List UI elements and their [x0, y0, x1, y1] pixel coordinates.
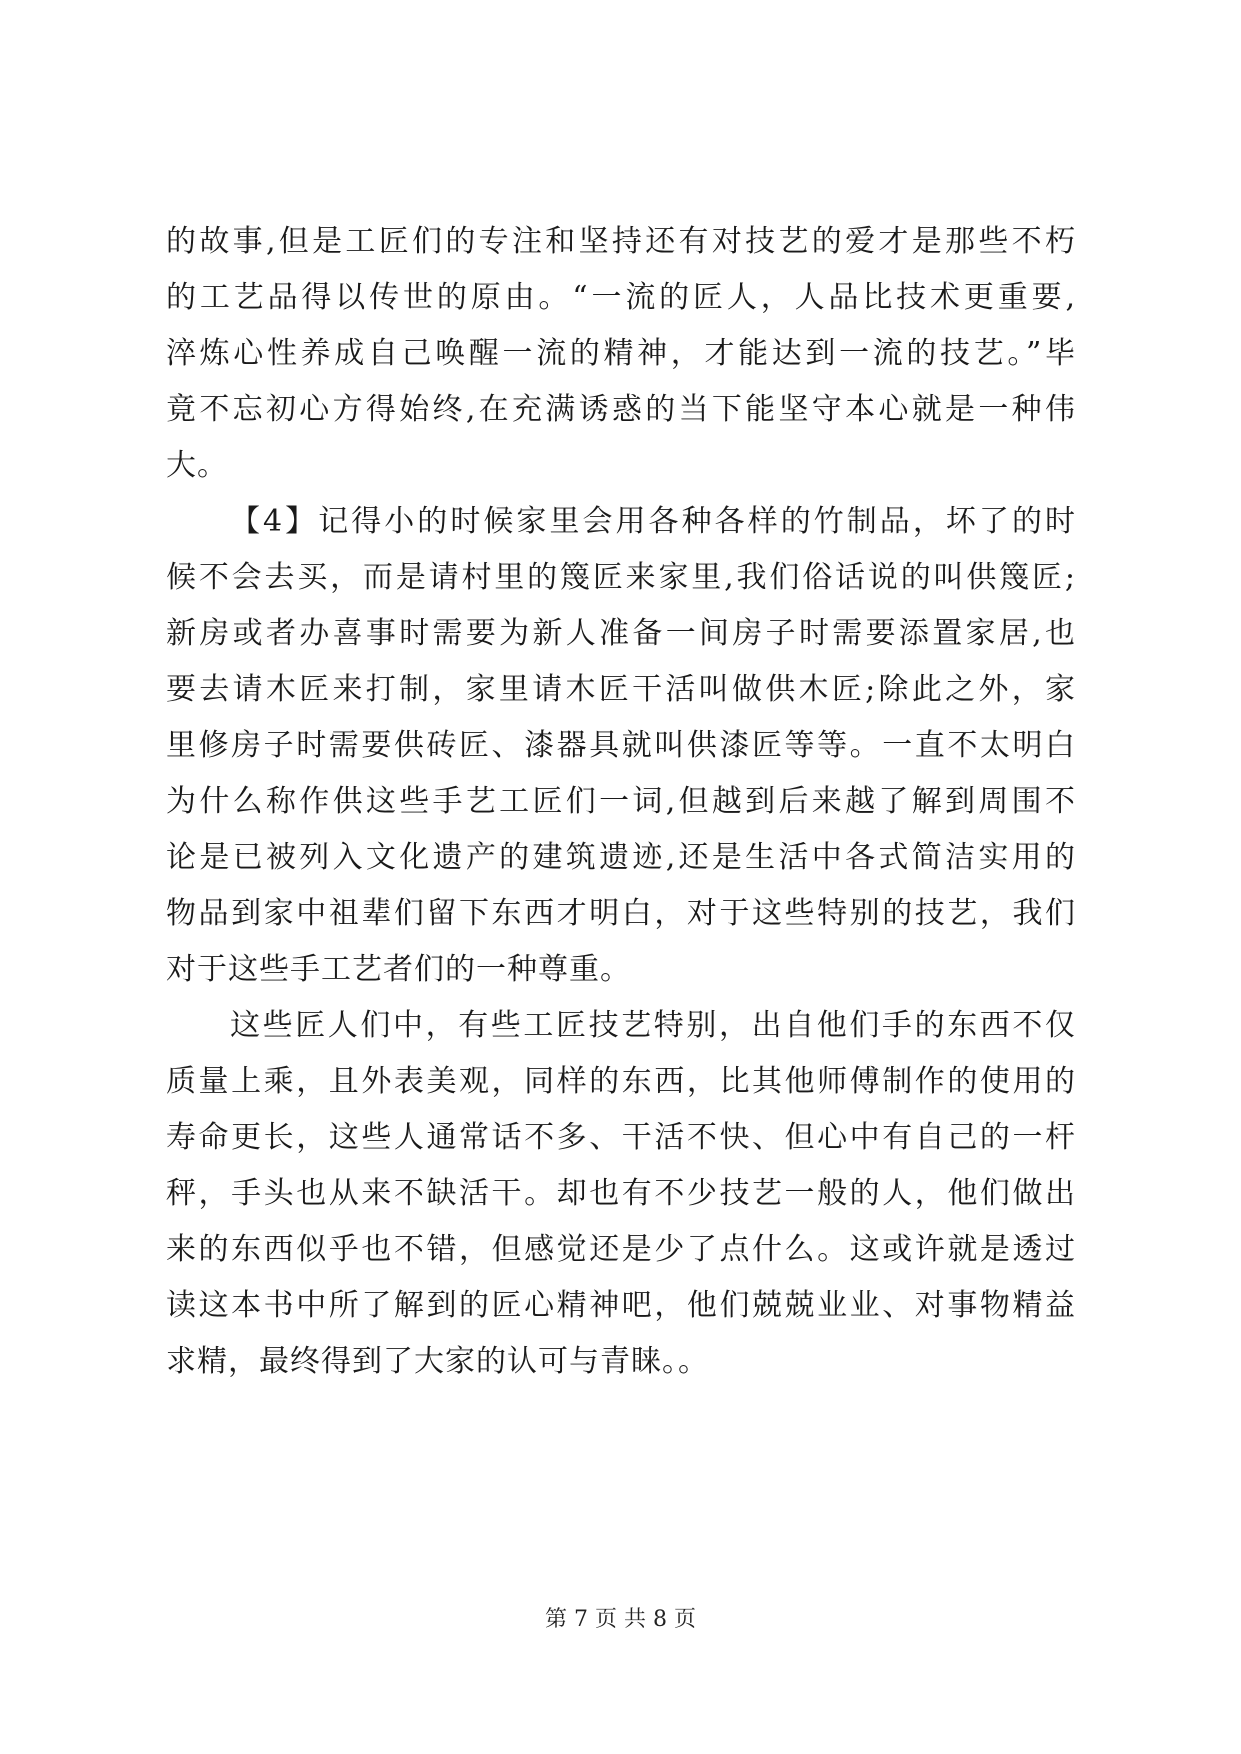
- text-line: 淬炼心性养成自己唤醒一流的精神，才能达到一流的技艺。”毕: [166, 336, 1076, 371]
- text-line: 的工艺品得以传世的原由。“一流的匠人，人品比技术更重要,: [166, 280, 1076, 315]
- text-line: 要去请木匠来打制，家里请木匠干活叫做供木匠;除此之外，家: [166, 672, 1076, 707]
- text-line: 这些匠人们中，有些工匠技艺特别，出自他们手的东西不仅: [230, 1008, 1076, 1043]
- text-line: 【4】记得小的时候家里会用各种各样的竹制品，坏了的时: [230, 504, 1076, 539]
- text-line: 里修房子时需要供砖匠、漆器具就叫供漆匠等等。一直不太明白: [166, 728, 1076, 763]
- text-line: 求精，最终得到了大家的认可与青睐。。: [166, 1344, 709, 1379]
- text-line: 大。: [166, 448, 228, 483]
- text-line: 新房或者办喜事时需要为新人准备一间房子时需要添置家居,也: [166, 616, 1076, 651]
- page-number-footer: 第 7 页 共 8 页: [545, 1607, 696, 1632]
- text-line: 候不会去买，而是请村里的篾匠来家里,我们俗话说的叫供篾匠;: [166, 560, 1076, 595]
- paragraph-1: [166, 214, 1076, 494]
- text-line: 竟不忘初心方得始终,在充满诱惑的当下能坚守本心就是一种伟: [166, 392, 1076, 427]
- text-line: 秤，手头也从来不缺活干。却也有不少技艺一般的人，他们做出: [166, 1176, 1076, 1211]
- paragraph-3: [166, 998, 1076, 1390]
- paragraph-2: [166, 494, 1076, 998]
- text-line: 物品到家中祖辈们留下东西才明白，对于这些特别的技艺，我们: [166, 896, 1076, 931]
- text-line: 的故事,但是工匠们的专注和坚持还有对技艺的爱才是那些不朽: [166, 224, 1076, 259]
- document-body: [166, 214, 1076, 1390]
- text-line: 为什么称作供这些手艺工匠们一词,但越到后来越了解到周围不: [166, 784, 1076, 819]
- text-line: 来的东西似乎也不错，但感觉还是少了点什么。这或许就是透过: [166, 1232, 1076, 1267]
- text-line: 寿命更长，这些人通常话不多、干活不快、但心中有自己的一杆: [166, 1120, 1076, 1155]
- text-line: 对于这些手工艺者们的一种尊重。: [166, 952, 631, 987]
- text-line: 读这本书中所了解到的匠心精神吧，他们兢兢业业、对事物精益: [166, 1288, 1076, 1323]
- text-line: 论是已被列入文化遗产的建筑遗迹,还是生活中各式简洁实用的: [166, 840, 1076, 875]
- text-line: 质量上乘，且外表美观，同样的东西，比其他师傅制作的使用的: [166, 1064, 1076, 1099]
